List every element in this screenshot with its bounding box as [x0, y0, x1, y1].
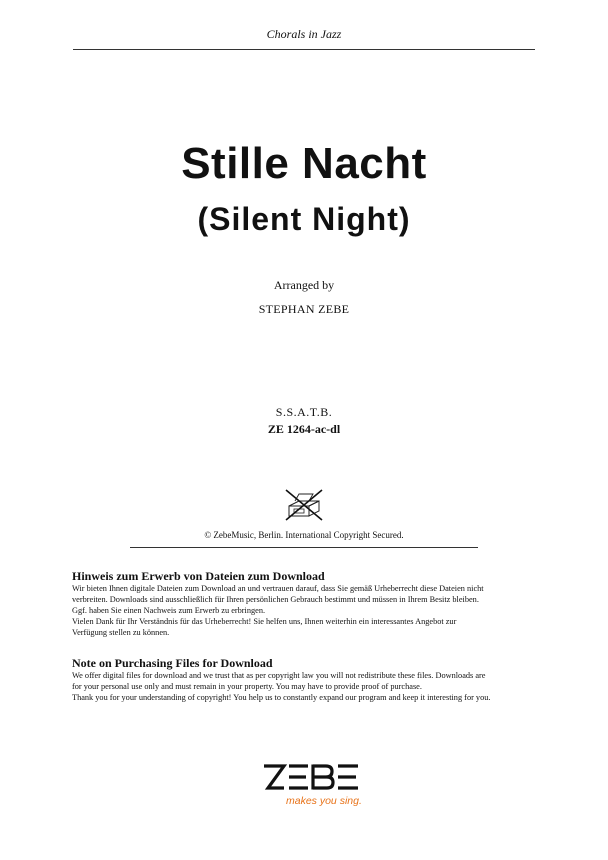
notice-german [72, 569, 542, 638]
notice-german-heading: Hinweis zum Erwerb von Dateien zum Download [72, 569, 325, 583]
notice-english-line: for your personal use only and must remain in your property. You may have to provide proof of purchase. [72, 682, 422, 691]
notice-german-line: Ggf. haben Sie einen Nachweis zum Erwerb zu erbringen. [72, 606, 266, 615]
logo-tagline: makes you sing. [286, 795, 362, 807]
no-copy-icon [283, 488, 325, 522]
series-title: Chorals in Jazz [266, 27, 342, 41]
notice-english-heading: Note on Purchasing Files for Download [72, 656, 273, 670]
notice-german-line: Wir bieten Ihnen digitale Dateien zum Download an und vertrauen darauf, dass Sie gemäß Urheberrecht diese Dateien nicht [72, 584, 484, 593]
zebe-logo [262, 762, 362, 810]
piece-subtitle: (Silent Night) [197, 201, 411, 237]
arranger-name: STEPHAN ZEBE [258, 302, 350, 316]
notice-english-line: We offer digital files for download and we trust that as per copyright law you will not redistribute these files. Downloads are [72, 671, 486, 680]
copyright-notice: © ZebeMusic, Berlin. International Copyright Secured. [204, 530, 404, 540]
copyright-divider [130, 547, 478, 548]
header-divider [73, 49, 535, 50]
notice-english [72, 656, 542, 703]
piece-title: Stille Nacht [181, 139, 427, 188]
notice-english-line: Thank you for your understanding of copyright! You help us to constantly expand our program and keep it interesting for you. [72, 693, 491, 702]
arranged-by-label: Arranged by [273, 278, 335, 292]
notice-german-line: Vielen Dank für Ihr Verständnis für das Urheberrecht! Sie helfen uns, Ihnen weiterhin ein interessantes Angebot zur [72, 617, 457, 626]
voicing: S.S.A.T.B. [275, 405, 333, 419]
notice-german-line: Verfügung stellen zu können. [72, 628, 170, 637]
notice-german-line: verbreiten. Downloads sind ausschließlich für Ihren persönlichen Gebrauch bestimmt und müssen in Ihrem Besitz bleiben. [72, 595, 479, 604]
catalog-number: ZE 1264-ac-dl [267, 422, 341, 436]
